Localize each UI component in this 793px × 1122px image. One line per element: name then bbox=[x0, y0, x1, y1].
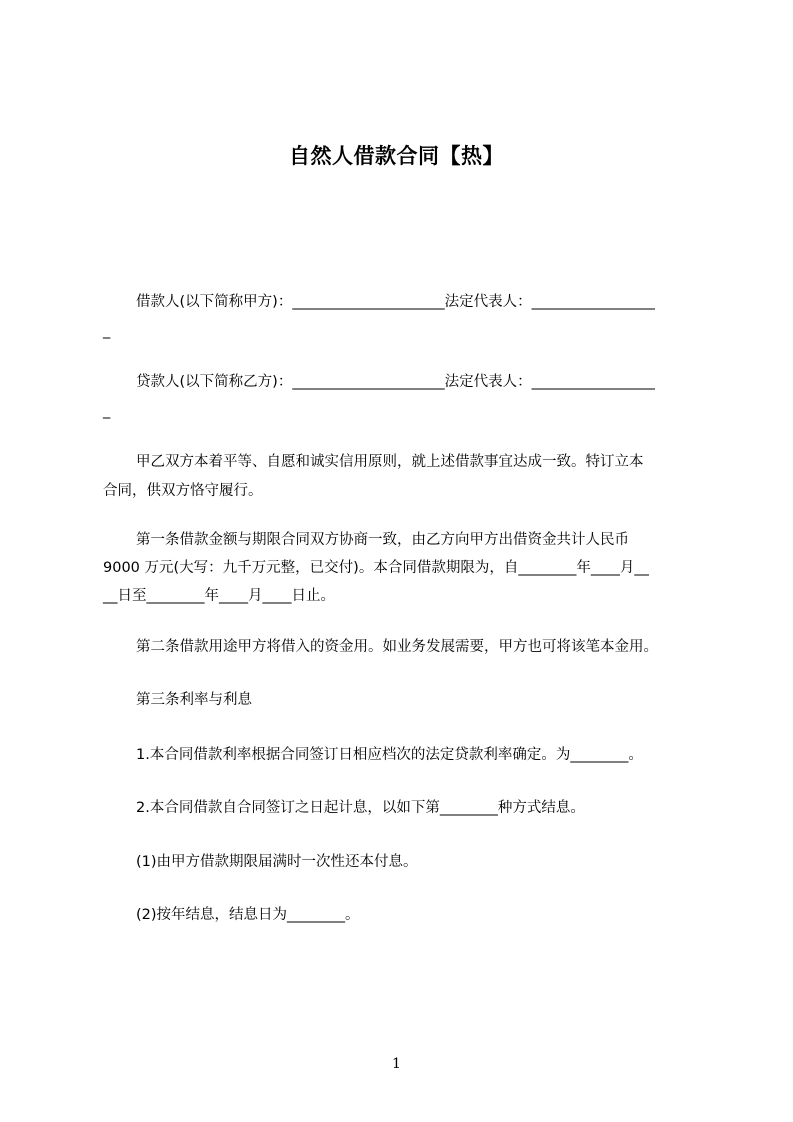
article-2-line: 第二条借款用途甲方将借入的资金用。如业务发展需要，甲方也可将该笔本金用。 bbox=[136, 639, 658, 655]
article-1-line-1: 第一条借款金额与期限合同双方协商一致，由乙方向甲方出借资金共计人民币 bbox=[136, 532, 629, 548]
article-3-option-2: (2)按年结息，结息日为________。 bbox=[136, 907, 360, 923]
preamble-line-1: 甲乙双方本着平等、自愿和诚实信用原则，就上述借款事宜达成一致。特订立本 bbox=[136, 454, 644, 470]
article-1-line-3: __日至________年____月____日止。 bbox=[103, 588, 335, 604]
document-title: 自然人借款合同【热】 bbox=[289, 144, 504, 168]
borrower-line-continuation: _ bbox=[103, 323, 111, 339]
preamble-line-2: 合同，供双方恪守履行。 bbox=[103, 483, 263, 499]
article-1-line-2: 9000 万元(大写：九千万元整，已交付)。本合同借款期限为，自________年____月__ bbox=[103, 560, 649, 576]
article-3-option-1: (1)由甲方借款期限届满时一次性还本付息。 bbox=[136, 854, 418, 870]
lender-line-continuation: _ bbox=[103, 403, 111, 419]
article-3-clause-2: 2.本合同借款自合同签订之日起计息，以如下第________种方式结息。 bbox=[136, 800, 585, 816]
article-3-clause-1: 1.本合同借款利率根据合同签订日相应档次的法定贷款利率确定。为________。 bbox=[136, 747, 643, 763]
lender-line: 贷款人(以下简称乙方)：_____________________法定代表人：_________________ bbox=[136, 374, 655, 390]
article-3-heading: 第三条利率与利息 bbox=[136, 692, 252, 708]
page-number: 1 bbox=[392, 1056, 401, 1072]
borrower-line: 借款人(以下简称甲方)：_____________________法定代表人：_________________ bbox=[136, 294, 655, 310]
